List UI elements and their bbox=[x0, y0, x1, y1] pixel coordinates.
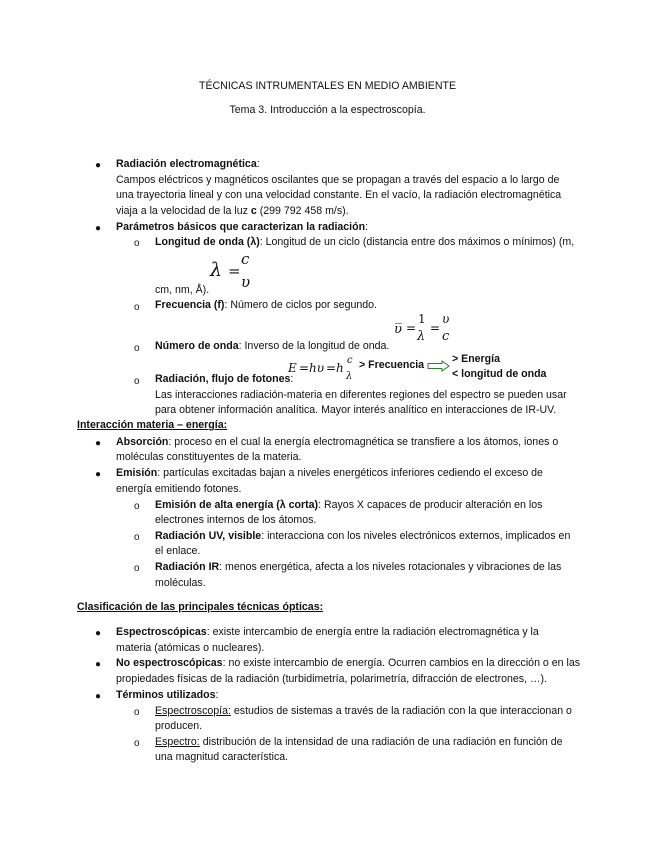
interaccion-heading: Interacción materia – energía: bbox=[77, 419, 228, 431]
fotones-line-2: para obtener información analítica. Mayor interés analítico en interacciones de IR-UV. bbox=[155, 404, 557, 416]
longitud-term: Longitud de onda (λ) bbox=[155, 236, 260, 248]
uv-line-2: el enlace. bbox=[155, 545, 201, 557]
fotones-line-1: Las interacciones radiación-materia en diferentes regiones del espectro se pueden usar bbox=[155, 389, 567, 401]
alta-energia-line-2: electrones internos de los átomos. bbox=[155, 514, 317, 526]
bullet-icon: ● bbox=[95, 691, 102, 702]
radiacion-line-3: viaja a la velocidad de la luz c (299 792 458 m/s). bbox=[116, 205, 349, 217]
bullet-icon: ● bbox=[95, 438, 102, 449]
parametros-term: Parámetros básicos que caracterizan la radiación bbox=[116, 221, 366, 233]
numero-onda-line: Número de onda: Inverso de la longitud de onda. bbox=[155, 340, 390, 352]
uv-term: Radiación UV, visible bbox=[155, 530, 262, 542]
absorcion-term: Absorción bbox=[116, 436, 169, 448]
no-espectroscopicas-term: No espectroscópicas bbox=[116, 657, 223, 669]
alta-energia-term: Emisión de alta energía (λ corta) bbox=[155, 499, 319, 511]
espectroscopicas-term: Espectroscópicas bbox=[116, 626, 207, 638]
lambda-formula: λ = c υ bbox=[210, 250, 251, 291]
emision-line-2: energía emitiendo fotones. bbox=[116, 483, 242, 495]
circle-bullet-icon: o bbox=[134, 501, 140, 512]
document-title: TÉCNICAS INTRUMENTALES EN MEDIO AMBIENTE bbox=[198, 80, 457, 92]
longitud-units: cm, nm, Å). bbox=[155, 284, 210, 296]
radiacion-line-2: una trayectoria lineal y con una velocidad constante. En el vacío, la radiación electromagnética bbox=[116, 189, 562, 201]
no-espectroscopicas-line-2: propiedades físicas de la radiación (turbidimetría, polarimetría, difracción de electrones, …). bbox=[116, 673, 548, 685]
energia-label: > Energía bbox=[452, 353, 500, 365]
bullet-icon: ● bbox=[95, 659, 102, 670]
espectroscopicas-line-2: materia (atómicas o nucleares). bbox=[116, 642, 265, 654]
absorcion-line-1: Absorción: proceso en el cual la energía electromagnética se transfiere a los átomos, iones o bbox=[116, 436, 559, 448]
numero-onda-term: Número de onda bbox=[155, 340, 239, 352]
radiacion-line-1: Campos eléctricos y magnéticos oscilantes que se propagan a través del espacio a lo largo de bbox=[116, 174, 560, 186]
circle-bullet-icon: o bbox=[134, 343, 140, 354]
document-subtitle: Tema 3. Introducción a la espectroscopía. bbox=[229, 104, 426, 116]
no-espectroscopicas-line-1: No espectroscópicas: no existe intercambio de energía. Ocurren cambios en la dirección o en las bbox=[116, 657, 581, 669]
right-arrow-icon bbox=[427, 360, 451, 372]
emision-line-1: Emisión: partículas excitadas bajan a niveles energéticos inferiores cediendo el exceso de bbox=[116, 467, 543, 479]
espectroscopia-term: Espectroscopía: bbox=[155, 705, 231, 717]
bullet-icon: ● bbox=[95, 223, 102, 234]
ir-term: Radiación IR bbox=[155, 561, 220, 573]
espectro-line-2: una magnitud característica. bbox=[155, 751, 289, 763]
espectroscopicas-line-1: Espectroscópicas: existe intercambio de energía entre la radiación electromagnética y la bbox=[116, 626, 539, 638]
espectro-term: Espectro: bbox=[155, 736, 200, 748]
ir-line-1: Radiación IR: menos energética, afecta a los niveles rotacionales y vibraciones de las bbox=[155, 561, 562, 573]
clasificacion-heading: Clasificación de las principales técnicas ópticas: bbox=[77, 601, 324, 613]
terminos-heading: Términos utilizados: bbox=[116, 689, 219, 701]
ir-line-2: moléculas. bbox=[155, 577, 206, 589]
bullet-icon: ● bbox=[95, 160, 102, 171]
longitud-line: Longitud de onda (λ): Longitud de un ciclo (distancia entre dos máximos o mínimos) (m, bbox=[155, 236, 575, 248]
parametros-heading: Parámetros básicos que caracterizan la radiación: bbox=[116, 221, 369, 233]
longitud-onda-label: < longitud de onda bbox=[452, 368, 547, 380]
energy-formula: E = hυ = h c λ bbox=[288, 355, 353, 382]
circle-bullet-icon: o bbox=[134, 532, 140, 543]
emision-term: Emisión bbox=[116, 467, 158, 479]
bullet-icon: ● bbox=[95, 469, 102, 480]
fotones-term: Radiación, flujo de fotones bbox=[155, 373, 291, 385]
circle-bullet-icon: o bbox=[134, 302, 140, 313]
radiacion-heading: Radiación electromagnética: bbox=[116, 158, 260, 170]
frecuencia-line: Frecuencia (f): Número de ciclos por segundo. bbox=[155, 299, 377, 311]
frecuencia-term: Frecuencia (f) bbox=[155, 299, 225, 311]
circle-bullet-icon: o bbox=[134, 376, 140, 387]
bullet-icon: ● bbox=[95, 628, 102, 639]
uv-line-1: Radiación UV, visible: interacciona con los niveles electrónicos externos, implicados en bbox=[155, 530, 571, 542]
alta-energia-line-1: Emisión de alta energía (λ corta): Rayos X capaces de producir alteración en los bbox=[155, 499, 543, 511]
circle-bullet-icon: o bbox=[134, 238, 140, 249]
fotones-heading: Radiación, flujo de fotones: bbox=[155, 373, 294, 385]
frecuencia-label: > Frecuencia bbox=[359, 359, 425, 371]
circle-bullet-icon: o bbox=[134, 563, 140, 574]
absorcion-line-2: moléculas constituyentes de la materia. bbox=[116, 451, 302, 463]
espectro-line-1: Espectro: distribución de la intensidad de una radiación de una radiación en función de bbox=[155, 736, 563, 748]
espectroscopia-line-1: Espectroscopía: estudios de sistemas a través de la radiación con la que interaccionan o bbox=[155, 705, 572, 717]
speed-of-light-symbol: c bbox=[250, 205, 257, 217]
espectroscopia-line-2: producen. bbox=[155, 720, 203, 732]
radiacion-term: Radiación electromagnética bbox=[116, 158, 257, 170]
circle-bullet-icon: o bbox=[134, 738, 140, 749]
terminos-term: Términos utilizados bbox=[116, 689, 216, 701]
circle-bullet-icon: o bbox=[134, 707, 140, 718]
wavenumber-formula: υ̅ = 1 λ = υ c bbox=[394, 312, 450, 344]
